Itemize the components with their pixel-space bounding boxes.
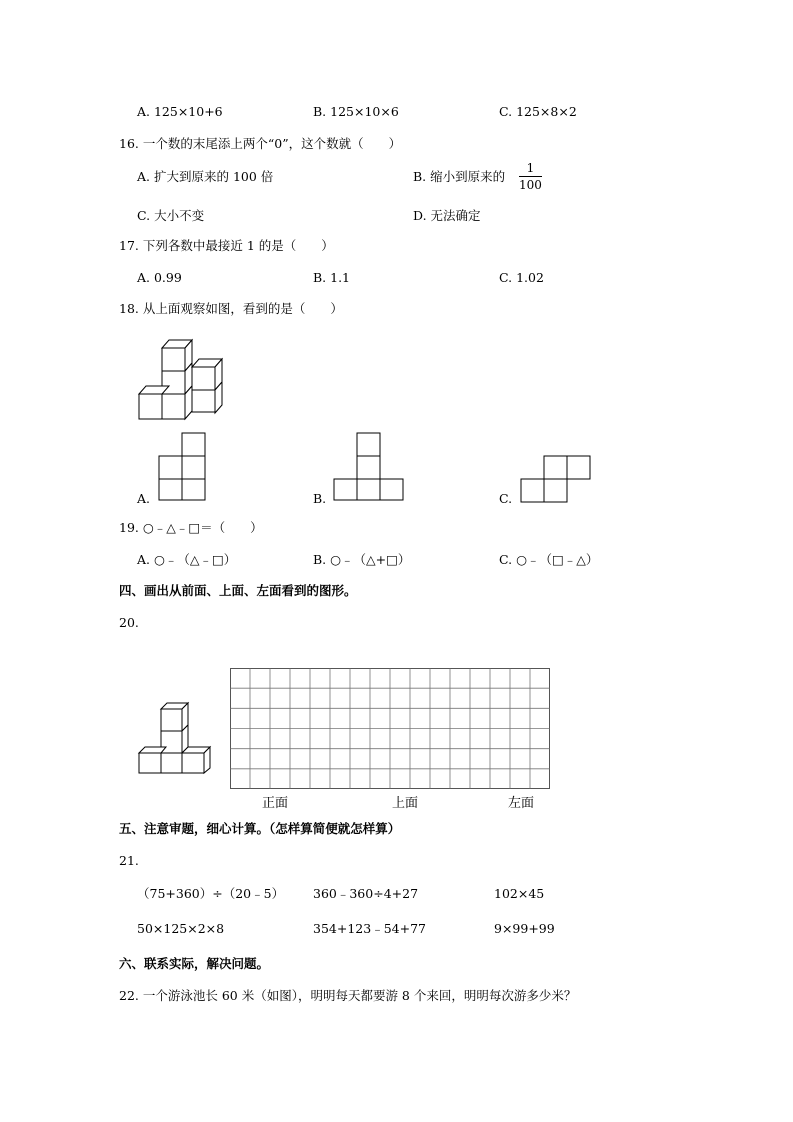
q17-option-a: A. 0.99	[137, 270, 182, 285]
q15-option-b: B. 125×10×6	[313, 104, 399, 119]
q16-option-d: D. 无法确定	[413, 208, 481, 223]
q17-stem: 17. 下列各数中最接近 1 的是（ ）	[119, 238, 334, 253]
q18-stem: 18. 从上面观察如图，看到的是（ ）	[119, 301, 343, 316]
q20-drawing-grid[interactable]	[230, 668, 550, 790]
q17-option-b: B. 1.1	[313, 270, 351, 285]
section4-heading: 四、画出从前面、上面、左面看到的图形。	[119, 583, 357, 598]
q17-option-c: C. 1.02	[499, 270, 544, 285]
q15-option-a: A. 125×10+6	[137, 104, 223, 119]
q18-option-a-figure	[158, 432, 208, 502]
q18-option-b-label: B.	[313, 491, 327, 506]
q16-option-b-fraction	[519, 162, 542, 191]
q16-stem: 16. 一个数的末尾添上两个“0”，这个数就（ ）	[119, 136, 402, 151]
fraction-denominator: 100	[519, 178, 542, 192]
q18-option-c-label: C.	[499, 491, 513, 506]
q20-caption-front: 正面	[262, 796, 289, 811]
q21-expr-5: 354+123﹣54+77	[313, 921, 426, 936]
fraction-numerator: 1	[526, 161, 535, 175]
q16-option-a: A. 扩大到原来的 100 倍	[137, 169, 274, 184]
q19-stem: 19. ○﹣△﹣□＝（ ）	[119, 520, 263, 535]
q20-number: 20.	[119, 615, 139, 630]
q21-expr-2: 360﹣360÷4+27	[313, 886, 419, 901]
q18-option-a-label: A.	[137, 491, 151, 506]
q18-option-b-figure	[333, 432, 408, 502]
section6-heading: 六、联系实际，解决问题。	[119, 956, 270, 971]
q18-cube-stack-figure	[130, 325, 240, 425]
q15-option-c: C. 125×8×2	[499, 104, 577, 119]
q22-stem: 22. 一个游泳池长 60 米（如图），明明每天都要游 8 个来回，明明每次游多少米？	[119, 988, 577, 1003]
q21-expr-6: 9×99+99	[494, 921, 555, 936]
q20-caption-top: 上面	[392, 796, 419, 811]
q21-expr-1: （75+360）÷（20﹣5）	[137, 886, 285, 901]
q18-option-c-figure	[520, 455, 595, 505]
q21-number: 21.	[119, 853, 139, 868]
q19-option-c: C. ○﹣（□﹣△）	[499, 552, 599, 567]
q20-caption-left: 左面	[508, 796, 535, 811]
q19-option-b: B. ○﹣（△+□）	[313, 552, 411, 567]
q16-option-b: B. 缩小到原来的	[413, 169, 506, 184]
section5-heading: 五、注意审题，细心计算。（怎样算简便就怎样算）	[119, 821, 401, 836]
q21-expr-3: 102×45	[494, 886, 545, 901]
q20-cube-figure	[134, 697, 214, 777]
q19-option-a: A. ○﹣（△﹣□）	[137, 552, 237, 567]
q21-expr-4: 50×125×2×8	[137, 921, 225, 936]
q16-option-c: C. 大小不变	[137, 208, 205, 223]
